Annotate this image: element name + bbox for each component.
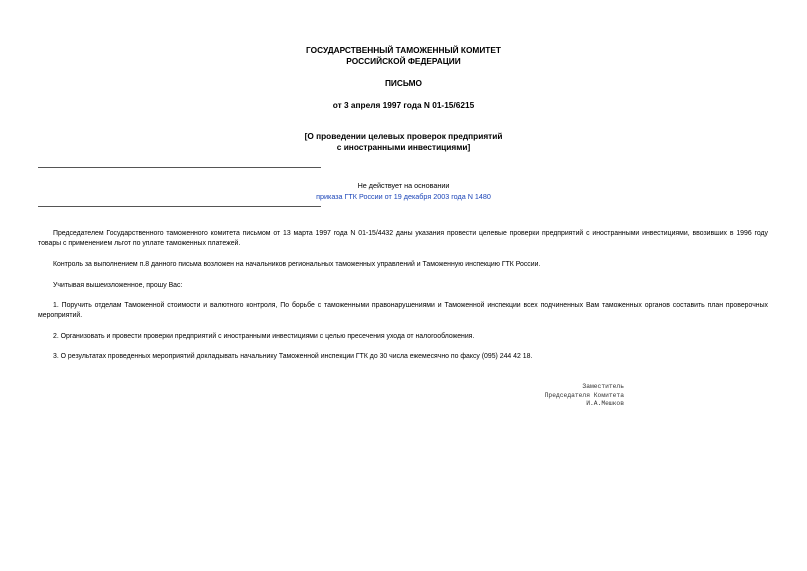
top-divider <box>38 167 321 168</box>
paragraph-intro: Председателем Государственного таможенного комитета письмом от 13 марта 1997 года N 01-15/4432 даны указания провести целевые проверки предприятий с иностранными инвестициями, ввозивших в 1996 году товары с применением льгот по уплате таможенных платежей. <box>38 230 768 247</box>
document-type: ПИСЬМО <box>384 78 423 88</box>
paragraph-item-1: 1. Поручить отделам Таможенной стоимости и валютного контроля, По борьбе с таможенными правонарушениями и Таможенной инспекции всех подчиненных Вам таможенных органов составить план проверочных мероприятий. <box>38 302 768 319</box>
paragraph-control: Контроль за выполнением п.8 данного письма возложен на начальников региональных таможенных управлений и Таможенную инспекцию ГТК России. <box>53 261 541 268</box>
paragraph-item-3: 3. О результатах проведенных мероприятий докладывать начальнику Таможенной инспекции ГТК до 30 числа ежемесячно по факсу (095) 244 42 18. <box>53 353 533 360</box>
signature-position-line1: Заместитель <box>582 383 624 390</box>
signature-position-line2: Председателя Комитета <box>544 391 624 399</box>
document-subject-line1: [О проведении целевых проверок предприятий <box>304 131 503 141</box>
org-name-line1: ГОСУДАРСТВЕННЫЙ ТАМОЖЕННЫЙ КОМИТЕТ <box>306 45 501 55</box>
org-name-line2: РОССИЙСКОЙ ФЕДЕРАЦИИ <box>346 56 461 66</box>
signature-name: И.А.Мешков <box>586 400 624 407</box>
status-note-link-row <box>0 191 807 202</box>
repeal-order-link[interactable]: приказа ГТК России от 19 декабря 2003 года N 1480 <box>316 192 491 201</box>
paragraph-request: Учитывая вышеизложенное, прошу Вас: <box>53 282 183 289</box>
document-date-number: от 3 апреля 1997 года N 01-15/6215 <box>332 100 475 110</box>
document-subject-line2: с иностранными инвестициями] <box>336 142 471 152</box>
status-note-text: Не действует на основании <box>357 181 450 190</box>
bottom-divider <box>38 206 321 207</box>
paragraph-item-2: 2. Организовать и провести проверки предприятий с иностранными инвестициями с целью пресечения ухода от налогообложения. <box>53 333 475 340</box>
